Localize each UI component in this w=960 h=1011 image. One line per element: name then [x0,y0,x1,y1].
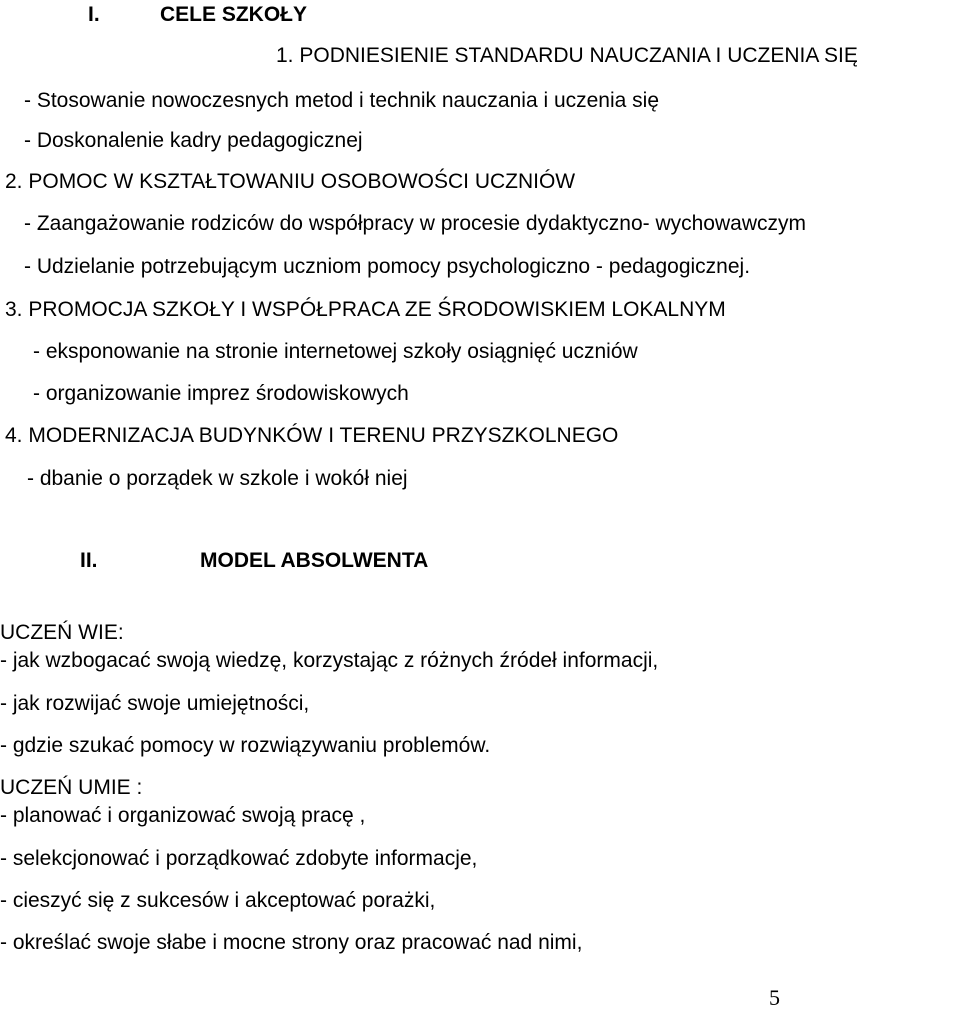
section-2-numeral: II. [80,549,98,572]
goal-4-heading: 4. MODERNIZACJA BUDYNKÓW I TERENU PRZYSZKOLNEGO [5,424,619,447]
goal-3-item: - organizowanie imprez środowiskowych [33,382,409,405]
knows-item: - jak rozwijać swoje umiejętności, [0,692,310,715]
goal-3-heading: 3. PROMOCJA SZKOŁY I WSPÓŁPRACA ZE ŚRODOWISKIEM LOKALNYM [5,298,726,321]
can-item: - planować i organizować swoją pracę , [0,804,366,827]
can-item: - określać swoje słabe i mocne strony oraz pracować nad nimi, [0,931,583,954]
goal-2-item: - Zaangażowanie rodziców do współpracy w procesie dydaktyczno- wychowawczym [24,212,806,235]
can-item: - cieszyć się z sukcesów i akceptować porażki, [0,889,436,912]
section-1-numeral: I. [88,3,100,26]
knows-heading: UCZEŃ WIE: [0,621,124,644]
section-2-title: MODEL ABSOLWENTA [200,549,429,572]
can-heading: UCZEŃ UMIE : [0,776,143,799]
goal-1-item: - Stosowanie nowoczesnych metod i technik nauczania i uczenia się [24,89,660,112]
goal-1-heading: 1. PODNIESIENIE STANDARDU NAUCZANIA I UCZENIA SIĘ [276,44,858,67]
goal-2-heading: 2. POMOC W KSZTAŁTOWANIU OSOBOWOŚCI UCZNIÓW [5,170,576,193]
knows-item: - gdzie szukać pomocy w rozwiązywaniu problemów. [0,734,491,757]
goal-4-item: - dbanie o porządek w szkole i wokół niej [27,467,408,490]
can-item: - selekcjonować i porządkować zdobyte informacje, [0,847,478,870]
page-number: 5 [769,985,780,1010]
goal-3-item: - eksponowanie na stronie internetowej szkoły osiągnięć uczniów [33,340,638,363]
goal-2-item: - Udzielanie potrzebującym uczniom pomocy psychologiczno - pedagogicznej. [24,255,751,278]
knows-item: - jak wzbogacać swoją wiedzę, korzystając z różnych źródeł informacji, [0,649,659,672]
section-1-title: CELE SZKOŁY [160,3,308,26]
goal-1-item: - Doskonalenie kadry pedagogicznej [24,129,363,152]
